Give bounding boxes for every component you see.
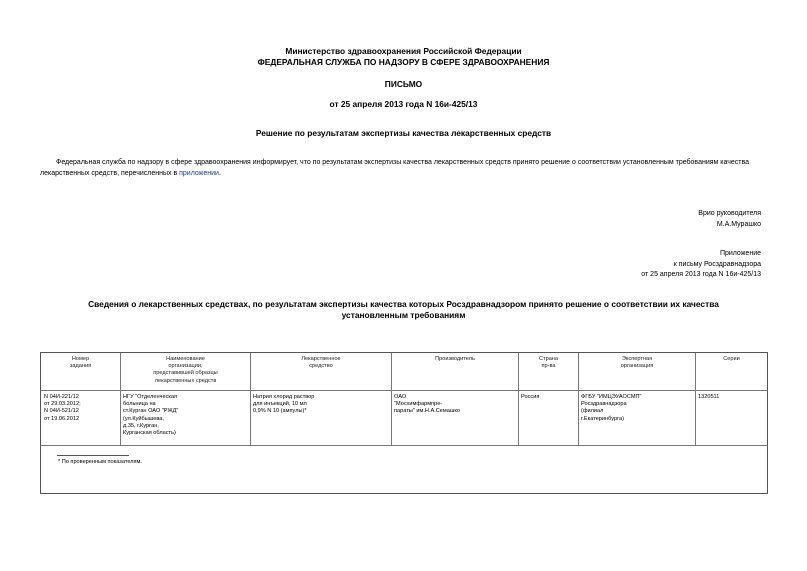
appendix-title-line1: Сведения о лекарственных средствах, по результатам экспертизы качества которых Росздравнадзором принято решение о соответствии их качества — [88, 299, 719, 309]
cell-series — [698, 394, 766, 401]
footnote-divider — [57, 455, 129, 456]
cell-line: параты" им.Н.А.Семашко — [394, 408, 460, 415]
appendix-ref-line2: к письму Росздравнадзора — [673, 260, 761, 268]
header-manufacturer — [392, 356, 518, 363]
cell-line: от 29.03.2012; — [44, 401, 81, 408]
header-line: представившей образцы — [153, 370, 218, 377]
appendix-reference — [641, 249, 761, 281]
cell-line: для инъекций, 10 мл — [253, 401, 307, 408]
cell-line: (ул.Куйбышева, — [123, 415, 164, 422]
doc-type-heading: ПИСЬМО — [384, 79, 423, 89]
cell-line: Россия — [521, 394, 540, 400]
paragraph-text: Федеральная служба по надзору в сфере здравоохранения информирует, что по результатам экспертизы качества лекарственных средств принято решение о соответствии установленным требованиям качества лекарственных средств, перечисленных в — [40, 159, 750, 177]
header-task-number — [41, 356, 120, 370]
column-divider — [695, 353, 696, 446]
cell-line: д.35, г.Курган, — [123, 422, 159, 429]
medicines-table — [40, 352, 768, 494]
appendix-ref-line1: Приложение — [719, 250, 761, 257]
cell-line: больница на — [123, 401, 156, 408]
footnote: * По проверенным показателям. — [58, 459, 142, 465]
signature-block — [698, 209, 761, 230]
ministry-heading: Министерство здравоохранения Российской Федерации — [285, 46, 522, 56]
doc-date-number: от 25 апреля 2013 года N 16и-425/13 — [329, 99, 478, 109]
column-divider — [391, 353, 392, 446]
cell-line: (филиал — [581, 408, 604, 415]
service-heading: ФЕДЕРАЛЬНАЯ СЛУЖБА ПО НАДЗОРУ В СФЕРЕ ЗДРАВООХРАНЕНИЯ — [257, 57, 550, 67]
cell-line: ОАО — [394, 394, 407, 400]
header-line: организации, — [168, 363, 203, 370]
header-expert-org — [579, 356, 695, 370]
header-row-divider — [41, 390, 767, 391]
cell-line: Росздравнадзора — [581, 401, 627, 408]
header-organization — [121, 356, 250, 385]
cell-line: N 04И-521/12 — [44, 408, 79, 415]
header-series — [696, 356, 767, 363]
header-line: организация — [620, 363, 654, 370]
signature-name: М.А.Мурашко — [716, 220, 761, 228]
cell-country — [521, 394, 576, 401]
paragraph-end: . — [218, 170, 221, 177]
cell-line: N 04И-221/12 — [44, 394, 79, 400]
signature-position: Врио руководителя — [698, 210, 761, 217]
cell-organization — [123, 394, 248, 437]
cell-task-number — [44, 394, 118, 423]
cell-line: 0,9% N 10 (ампулы)* — [253, 408, 307, 415]
header-medicine — [251, 356, 391, 370]
cell-expert-org — [581, 394, 693, 423]
header-line: Экспертная — [621, 356, 653, 362]
cell-medicine — [253, 394, 389, 416]
header-line: Страна — [538, 356, 559, 362]
header-line: пр-ва — [541, 363, 556, 370]
cell-line: "Мосхимфармпре- — [394, 401, 443, 408]
appendix-link[interactable]: приложении — [179, 170, 219, 177]
cell-line: от 19.06.2012 — [44, 415, 80, 422]
cell-line: ст.Курган ОАО "РЖД" — [123, 408, 179, 415]
header-line: средство — [309, 363, 333, 370]
header-line: Серии — [723, 356, 740, 362]
cell-line: Натрия хлорид раствор — [253, 394, 315, 400]
cell-line: ФГБУ "ИМЦЭУАОСМП" — [581, 394, 642, 400]
header-line: лекарственных средств — [154, 377, 217, 384]
cell-line: Курганская область) — [123, 430, 176, 437]
appendix-title-line2: установленным требованиям — [341, 310, 466, 320]
cell-line: НГУ "Отделенческая — [123, 394, 178, 400]
header-line: Производитель — [435, 356, 475, 362]
header-line: Номер — [71, 356, 90, 362]
letter-title: Решение по результатам экспертизы качества лекарственных средств — [255, 128, 552, 138]
cell-line: 1320511 — [698, 394, 720, 400]
appendix-ref-line3: от 25 апреля 2013 года N 16и-425/13 — [641, 271, 761, 278]
header-line: Наименование — [166, 356, 205, 362]
body-paragraph — [40, 157, 768, 179]
cell-manufacturer — [394, 394, 516, 416]
header-line: задания — [69, 363, 92, 370]
header-country — [519, 356, 578, 370]
cell-line: г.Екатеринбурга) — [581, 415, 624, 422]
header-line: Лекарственное — [301, 356, 341, 362]
row-divider — [41, 445, 767, 446]
